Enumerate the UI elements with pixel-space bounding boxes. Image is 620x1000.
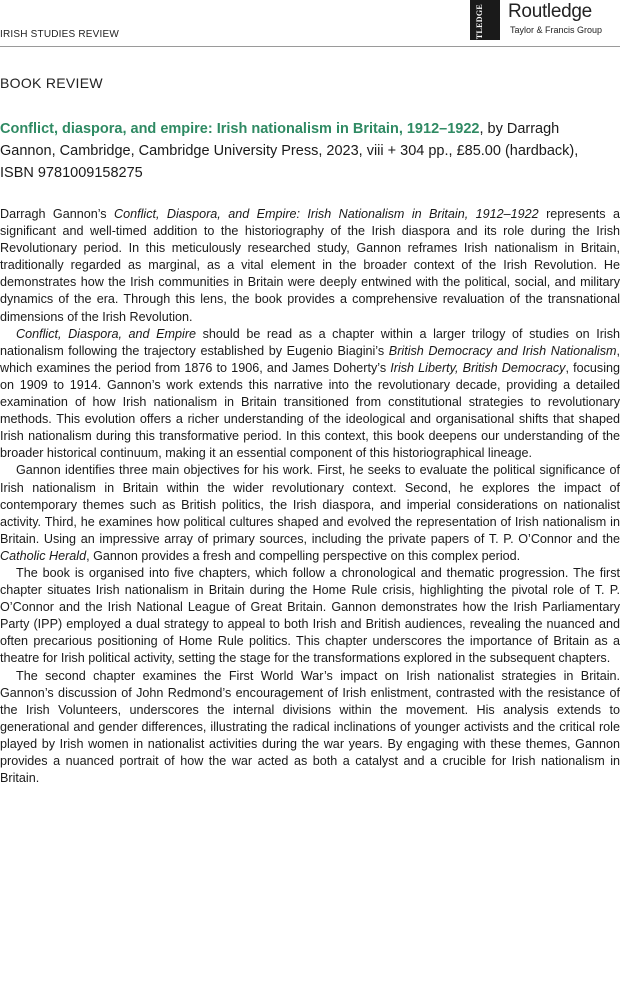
paragraph: Darragh Gannon’s Conflict, Diaspora, and Empire: Irish Nationalism in Britain, 1912–1922 represents a significant and well-timed addition to the historiography of the Irish diaspora and its role during the Irish Revolutionary period. In this meticulously researched study, Gannon reframes Irish nationalism in Britain, traditionally regarded as marginal, as a vital element in the broader context of the Irish Revolution. He demonstrates how the Irish communities in Britain were deeply entwined with the political, social, and military dynamics of the era. Through this lens, the book provides a comprehensive revaluation of the transnational dimensions of the Irish Revolution. (0, 207, 620, 324)
journal-title: IRISH STUDIES REVIEW (0, 29, 120, 40)
publisher-name: Routledge (508, 1, 592, 22)
book-title-inline: Conflict, Diaspora, and Empire (16, 326, 197, 341)
logo-mark-text: ROUTLEDGE (475, 4, 484, 58)
paragraph: Conflict, Diaspora, and Empire should be read as a chapter within a larger trilogy of studies on Irish nationalism following the trajectory established by Eugenio Biagini’s British Democracy and Irish Nationalism, which examines the period from 1876 to 1906, and James Doherty’s Irish Liberty, British Democracy, focusing on 1909 to 1914. Gannon’s work extends this narrative into the revolutionary decade, providing a detailed examination of how Irish nationalism in Britain transitioned from constitutional strategies to revolutionary methods. This evolution offers a richer understanding of the ideological and organisational shifts that shaped Irish nationalism during this transformative period. In this context, this book deepens our understanding of the broader historical continuum, making it an essential component of this historiographical lineage. (0, 326, 620, 461)
section-heading: BOOK REVIEW (0, 75, 103, 91)
publisher-group: Taylor & Francis Group (510, 25, 603, 35)
paragraph: The book is organised into five chapters, which follow a chronological and thematic progression. The first chapter situates Irish nationalism in Britain during the Home Rule crisis, highlighting the pivotal role of T. P. O’Connor and the Irish National League of Great Britain. Gannon demonstrates how the Irish Parliamentary Party (IPP) employed a dual strategy to appeal to both Irish and British audiences, revealing the nuanced and often precarious positioning of Home Rule politics. This chapter underscores the importance of Britain as a theatre for Irish political activity, setting the stage for the transformations explored in the subsequent chapters. (0, 565, 620, 666)
book-citation (0, 118, 612, 184)
publisher-logo (470, 0, 620, 58)
paragraph: The second chapter examines the First World War’s impact on Irish nationalist strategies in Britain. Gannon’s discussion of John Redmond’s encouragement of Irish enlistment, contrasted with the resistance of the Irish Volunteers, underscores the internal divisions within the movement. His analysis extends to generational and gender differences, illustrating the radical inclinations of younger activists and the critical role played by Irish women in nationalist activities during the war years. By engaging with these themes, Gannon provides a nuanced portrait of how the war acted as both a catalyst and a crucible for Irish nationalism in Britain. (0, 668, 620, 786)
routledge-logo-icon (470, 0, 500, 58)
newspaper-title-inline: Catholic Herald (0, 548, 87, 563)
review-body (0, 206, 620, 787)
book-details: , by Darragh Gannon, Cambridge, Cambridge University Press, 2023, viii + 304 pp., £85.00 (hardback), ISBN 9781009158275 (0, 121, 579, 181)
book-title: Conflict, diaspora, and empire: Irish nationalism in Britain, 1912–1922 (0, 121, 480, 137)
book-title-inline: Conflict, Diaspora, and Empire: Irish Nationalism in Britain, 1912–1922 (114, 207, 539, 221)
paragraph: Gannon identifies three main objectives for his work. First, he seeks to evaluate the political significance of Irish nationalism in Britain within the wider revolutionary context. Second, he explores the impact of contemporary themes such as British politics, the Irish diaspora, and imperial considerations on nationalist activity. Third, he examines how political cultures shaped and evolved the representation of Irish nationalism in Britain. Using an impressive array of primary sources, including the private papers of T. P. O’Connor and the Catholic Herald, Gannon provides a fresh and compelling perspective on this complex period. (0, 463, 620, 563)
book-title-inline: Irish Liberty, British Democracy (390, 360, 566, 375)
header-divider (0, 46, 620, 47)
book-title-inline: British Democracy and Irish Nationalism (388, 343, 617, 358)
